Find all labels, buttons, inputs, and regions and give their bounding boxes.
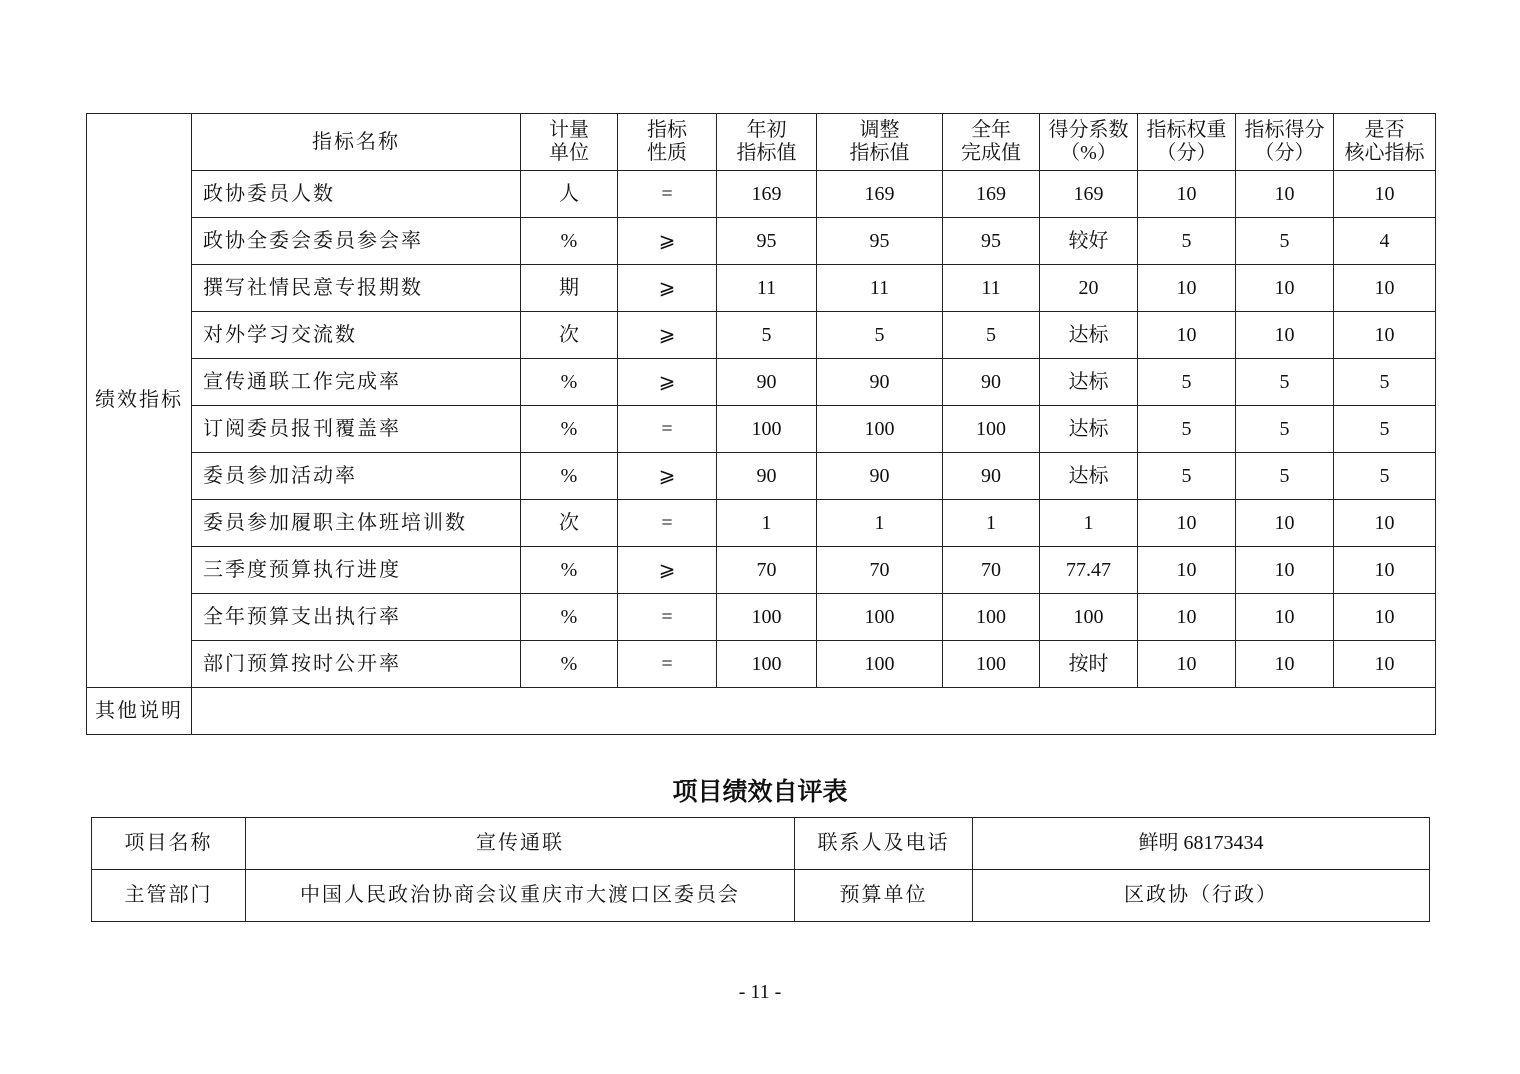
table-cell: 77.47 — [1040, 547, 1138, 594]
indicator-name: 全年预算支出执行率 — [192, 594, 521, 641]
indicator-name: 订阅委员报刊覆盖率 — [192, 406, 521, 453]
table-cell: 10 — [1138, 312, 1236, 359]
table-cell: 100 — [717, 594, 817, 641]
table-cell: 70 — [943, 547, 1040, 594]
table-row — [87, 594, 1436, 641]
table-cell: = — [618, 641, 717, 688]
column-header-line: 指标值 — [849, 142, 910, 164]
column-header-line: 核心指标 — [1344, 142, 1425, 164]
column-header — [943, 114, 1040, 171]
table-cell: 10 — [1334, 547, 1436, 594]
dept-label: 主管部门 — [92, 870, 246, 922]
column-header-line: （分） — [1254, 142, 1315, 164]
table-cell: 5 — [1236, 453, 1334, 500]
table-cell: = — [618, 594, 717, 641]
table-cell: 20 — [1040, 265, 1138, 312]
table-cell: 10 — [1334, 594, 1436, 641]
table-row — [87, 171, 1436, 218]
table-cell: 90 — [943, 453, 1040, 500]
table-cell: 10 — [1334, 171, 1436, 218]
table-cell: 10 — [1334, 500, 1436, 547]
column-header-line: 年初 — [746, 119, 787, 141]
section-title: 项目绩效自评表 — [672, 777, 848, 806]
table-cell: 169 — [817, 171, 943, 218]
column-header — [1334, 114, 1436, 171]
category-label: 绩效指标 — [87, 114, 192, 688]
table-cell: 5 — [817, 312, 943, 359]
column-header — [1040, 114, 1138, 171]
table-cell: 11 — [817, 265, 943, 312]
table-cell: 10 — [1334, 641, 1436, 688]
column-header — [192, 114, 521, 171]
table-cell: 5 — [1138, 359, 1236, 406]
table-cell: 5 — [943, 312, 1040, 359]
table-cell: 100 — [817, 641, 943, 688]
other-notes-label: 其他说明 — [87, 688, 192, 735]
table-row — [87, 265, 1436, 312]
indicator-name: 委员参加履职主体班培训数 — [192, 500, 521, 547]
column-header-line: 全年 — [971, 119, 1011, 141]
column-header — [817, 114, 943, 171]
indicator-name: 政协委员人数 — [192, 171, 521, 218]
table-cell: ⩾ — [618, 312, 717, 359]
table-cell: 5 — [1334, 359, 1436, 406]
table-cell: 90 — [817, 453, 943, 500]
table-cell: ⩾ — [618, 265, 717, 312]
table-cell: 95 — [717, 218, 817, 265]
table-cell: 95 — [943, 218, 1040, 265]
table-cell: 169 — [943, 171, 1040, 218]
table-cell: % — [521, 547, 618, 594]
table-cell: % — [521, 594, 618, 641]
table-cell: 人 — [521, 171, 618, 218]
table-cell: 按时 — [1040, 641, 1138, 688]
table-cell: 较好 — [1040, 218, 1138, 265]
table-cell: 1 — [1040, 500, 1138, 547]
indicator-header-row — [87, 114, 1436, 171]
table-cell: 11 — [717, 265, 817, 312]
column-header-line: 完成值 — [961, 142, 1021, 164]
project-name-value: 宣传通联 — [246, 818, 795, 870]
column-header — [521, 114, 618, 171]
table-cell: 5 — [1138, 218, 1236, 265]
column-header-line: 指标值 — [736, 142, 797, 164]
table-cell: ⩾ — [618, 218, 717, 265]
table-cell: 1 — [717, 500, 817, 547]
dept-value: 中国人民政治协商会议重庆市大渡口区委员会 — [246, 870, 795, 922]
table-row — [87, 453, 1436, 500]
table-cell: 100 — [817, 594, 943, 641]
table-cell: 10 — [1334, 312, 1436, 359]
table-cell: 1 — [943, 500, 1040, 547]
other-notes-row — [87, 688, 1436, 735]
table-cell: 10 — [1334, 265, 1436, 312]
table-cell: % — [521, 406, 618, 453]
project-row-2 — [92, 870, 1430, 922]
table-cell: 10 — [1236, 171, 1334, 218]
table-row — [87, 500, 1436, 547]
indicator-name: 对外学习交流数 — [192, 312, 521, 359]
table-cell: 100 — [717, 406, 817, 453]
table-cell: 5 — [717, 312, 817, 359]
column-header — [1138, 114, 1236, 171]
table-cell: 达标 — [1040, 312, 1138, 359]
budget-unit-value: 区政协（行政） — [973, 870, 1430, 922]
column-header — [1236, 114, 1334, 171]
table-cell: % — [521, 641, 618, 688]
table-cell: 100 — [717, 641, 817, 688]
table-cell: 10 — [1138, 641, 1236, 688]
project-info-table — [91, 817, 1430, 922]
table-cell: 10 — [1138, 594, 1236, 641]
table-cell: 70 — [817, 547, 943, 594]
budget-unit-label: 预算单位 — [795, 870, 973, 922]
table-cell: 5 — [1138, 453, 1236, 500]
column-header-line: （%） — [1060, 142, 1117, 164]
table-cell: 10 — [1138, 171, 1236, 218]
table-cell: ⩾ — [618, 359, 717, 406]
table-cell: 10 — [1236, 312, 1334, 359]
page-number: - 11 - — [738, 981, 782, 1003]
table-cell: 90 — [717, 359, 817, 406]
other-notes-value — [192, 688, 1436, 735]
column-header-line: 指标权重 — [1146, 119, 1227, 141]
column-header-line: 指标名称 — [312, 130, 400, 153]
indicator-name: 委员参加活动率 — [192, 453, 521, 500]
indicator-name: 三季度预算执行进度 — [192, 547, 521, 594]
table-row — [87, 218, 1436, 265]
table-row — [87, 406, 1436, 453]
indicator-name: 撰写社情民意专报期数 — [192, 265, 521, 312]
table-cell: 4 — [1334, 218, 1436, 265]
table-cell: % — [521, 218, 618, 265]
table-cell: = — [618, 171, 717, 218]
table-cell: 169 — [717, 171, 817, 218]
table-row — [87, 641, 1436, 688]
column-header-line: （分） — [1156, 142, 1217, 164]
column-header-line: 调整 — [859, 119, 900, 141]
table-cell: 10 — [1236, 641, 1334, 688]
table-row — [87, 359, 1436, 406]
table-row — [87, 312, 1436, 359]
table-cell: 11 — [943, 265, 1040, 312]
project-row-1 — [92, 818, 1430, 870]
table-cell: 100 — [943, 406, 1040, 453]
project-name-label: 项目名称 — [92, 818, 246, 870]
table-cell: 次 — [521, 312, 618, 359]
table-cell: ⩾ — [618, 547, 717, 594]
column-header-line: 得分系数 — [1048, 119, 1129, 141]
column-header-line: 指标 — [647, 119, 687, 141]
table-cell: 5 — [1334, 406, 1436, 453]
table-cell: 5 — [1334, 453, 1436, 500]
table-cell: ⩾ — [618, 453, 717, 500]
table-cell: 达标 — [1040, 453, 1138, 500]
indicator-name: 政协全委会委员参会率 — [192, 218, 521, 265]
table-cell: 5 — [1236, 359, 1334, 406]
column-header-line: 单位 — [549, 142, 589, 164]
column-header-line: 是否 — [1364, 119, 1405, 141]
column-header-line: 指标得分 — [1244, 119, 1325, 141]
column-header-line: 性质 — [647, 142, 687, 164]
table-cell: 10 — [1236, 594, 1334, 641]
table-cell: 100 — [943, 641, 1040, 688]
table-cell: 169 — [1040, 171, 1138, 218]
table-cell: % — [521, 453, 618, 500]
column-header — [717, 114, 817, 171]
table-cell: 次 — [521, 500, 618, 547]
table-cell: = — [618, 406, 717, 453]
table-cell: 10 — [1236, 500, 1334, 547]
table-cell: = — [618, 500, 717, 547]
table-cell: 90 — [817, 359, 943, 406]
table-cell: 95 — [817, 218, 943, 265]
table-cell: 90 — [717, 453, 817, 500]
table-cell: 期 — [521, 265, 618, 312]
table-cell: 100 — [1040, 594, 1138, 641]
table-cell: 5 — [1138, 406, 1236, 453]
indicator-name: 宣传通联工作完成率 — [192, 359, 521, 406]
contact-value: 鲜明 68173434 — [973, 818, 1430, 870]
table-cell: 10 — [1138, 265, 1236, 312]
column-header — [618, 114, 717, 171]
table-cell: 达标 — [1040, 406, 1138, 453]
table-cell: 达标 — [1040, 359, 1138, 406]
table-cell: 5 — [1236, 406, 1334, 453]
indicator-table-body — [87, 114, 1436, 735]
table-row — [87, 547, 1436, 594]
performance-indicator-table — [86, 113, 1436, 735]
table-cell: 5 — [1236, 218, 1334, 265]
table-cell: 70 — [717, 547, 817, 594]
table-cell: 10 — [1138, 500, 1236, 547]
table-cell: 1 — [817, 500, 943, 547]
table-cell: 90 — [943, 359, 1040, 406]
table-cell: 10 — [1236, 547, 1334, 594]
contact-label: 联系人及电话 — [795, 818, 973, 870]
table-cell: 100 — [943, 594, 1040, 641]
table-cell: % — [521, 359, 618, 406]
table-cell: 10 — [1138, 547, 1236, 594]
table-cell: 100 — [817, 406, 943, 453]
table-cell: 10 — [1236, 265, 1334, 312]
column-header-line: 计量 — [549, 119, 589, 141]
indicator-name: 部门预算按时公开率 — [192, 641, 521, 688]
